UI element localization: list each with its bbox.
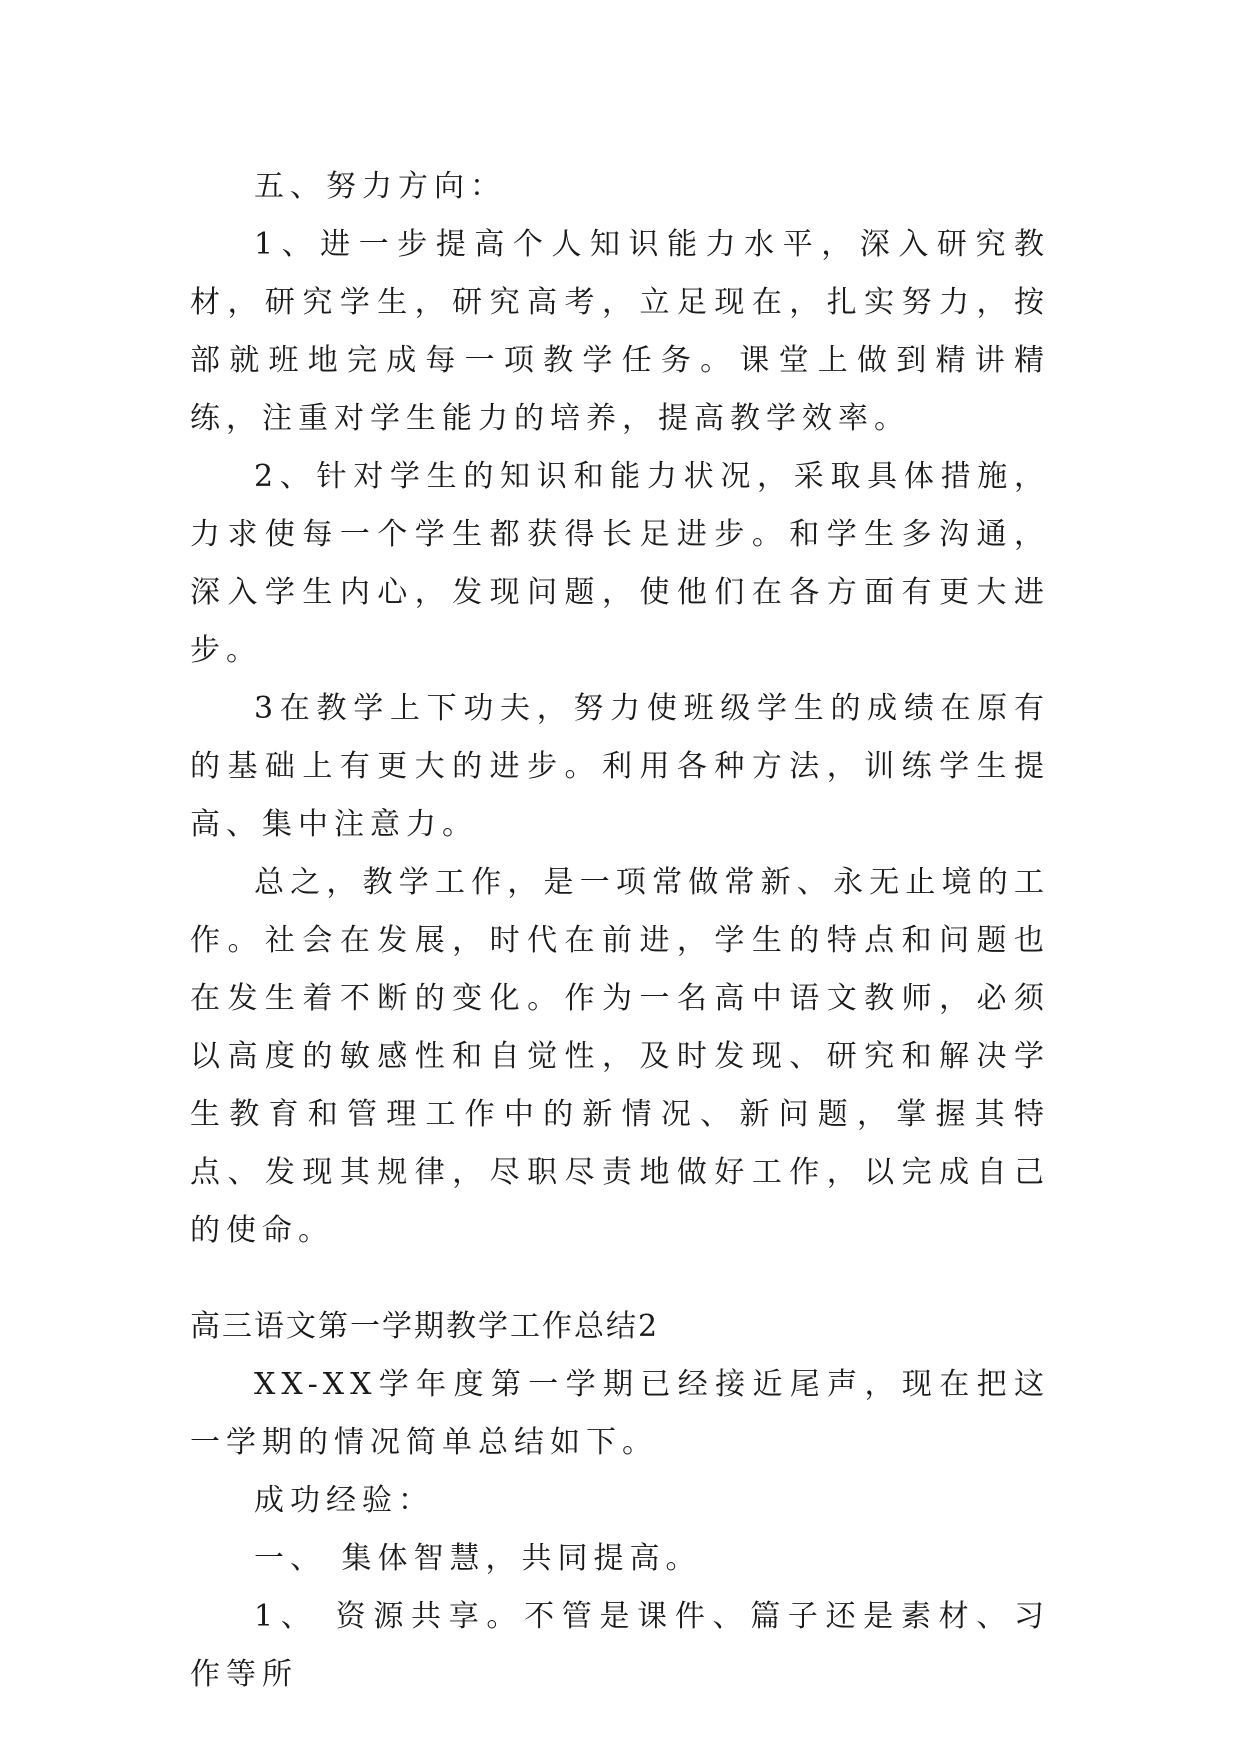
document-body [190,158,1050,1704]
paragraph-item-3: 3在教学上下功夫，努力使班级学生的成绩在原有的基础上有更大的进步。利用各种方法，训练学生提高、集中注意力。 [190,691,1050,842]
subheading-success-experience: 成功经验： [254,1483,434,1518]
document-title: 高三语文第一学期教学工作总结2 [190,1309,660,1344]
point-collective-wisdom: 一、 集体智慧，共同提高。 [254,1541,702,1576]
section-gap [190,1260,1050,1298]
paragraph-intro: XX-XX学年度第一学期已经接近尾声，现在把这一学期的情况简单总结如下。 [190,1367,1050,1460]
paragraph-item-2: 2、针对学生的知识和能力状况，采取具体措施，力求使每一个学生都获得长足进步。和学生多沟通，深入学生内心，发现问题，使他们在各方面有更大进步。 [190,459,1050,668]
section-heading-effort-direction: 五、努力方向： [254,169,506,204]
paragraph-item-1: 1、进一步提高个人知识能力水平，深入研究教材，研究学生，研究高考，立足现在，扎实努力，按部就班地完成每一项教学任务。课堂上做到精讲精练，注重对学生能力的培养，提高教学效率。 [190,227,1050,436]
point-resource-sharing: 1、 资源共享。不管是课件、篇子还是素材、习作等所 [190,1599,1050,1692]
paragraph-summary: 总之，教学工作，是一项常做常新、永无止境的工作。社会在发展，时代在前进，学生的特点和问题也在发生着不断的变化。作为一名高中语文教师，必须以高度的敏感性和自觉性，及时发现、研究和解决学生教育和管理工作中的新情况、新问题，掌握其特点、发现其规律，尽职尽责地做好工作，以完成自己的使命。 [190,865,1050,1248]
